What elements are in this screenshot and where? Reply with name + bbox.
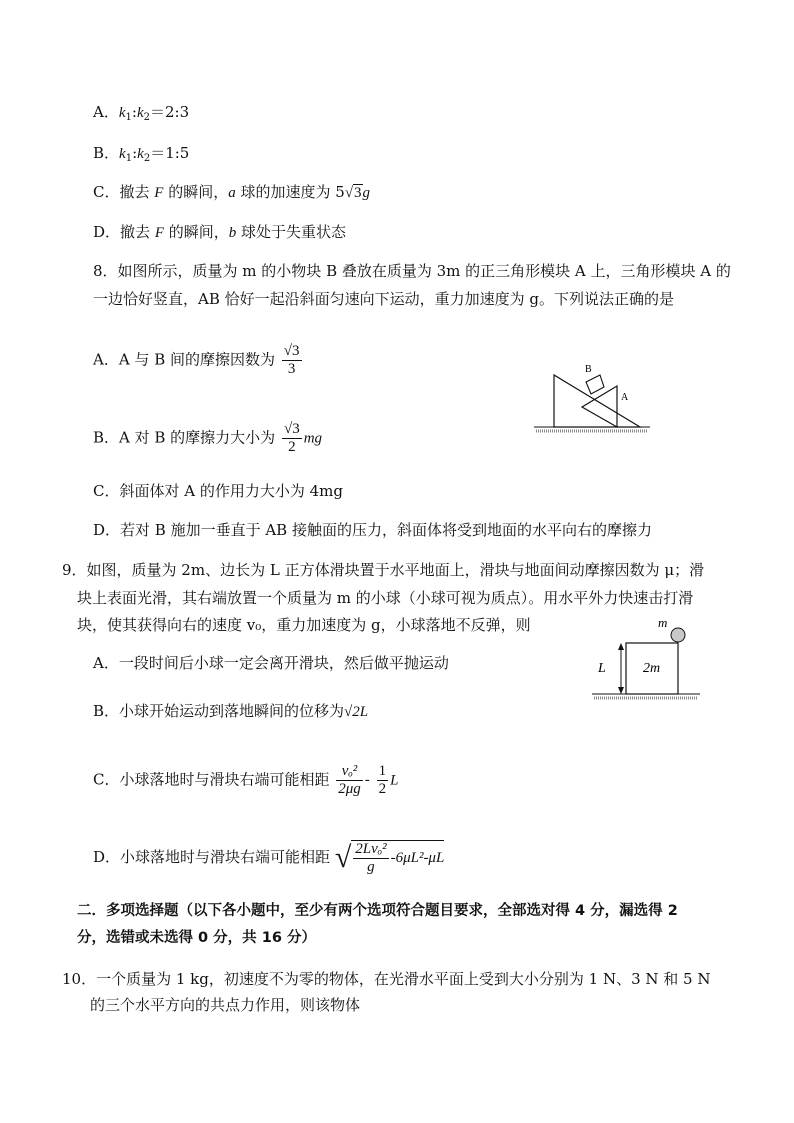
fraction: $\frac{1}{2}$: [378, 763, 387, 797]
q10-stem-line1: 10．一个质量为 1 kg，初速度不为零的物体，在光滑水平面上受到大小分别为 1 N、3 N 和 5 N: [62, 970, 711, 988]
q8-option-c: C．斜面体对 A 的作用力大小为 4mg: [93, 482, 343, 500]
q8-option-d: D．若对 B 施加一垂直于 AB 接触面的压力，斜面体将受到地面的水平向右的摩擦力: [93, 521, 652, 539]
label-m: m: [658, 615, 668, 630]
incline-figure: [532, 360, 652, 434]
q7-option-a: A．$k_1:k_2=2:3$: [93, 103, 190, 123]
q7-option-c: C．撤去 F 的瞬间，a 球的加速度为 5√3g: [93, 183, 371, 201]
block-b: [586, 375, 604, 394]
label-2m: 2m: [643, 661, 661, 676]
label-a: A: [621, 392, 629, 403]
q7-option-b: B．$k_1:k_2=1:5$: [93, 144, 190, 164]
fraction: $\frac{√3}{3}$: [283, 343, 300, 377]
q9-option-c: C．小球落地时与滑块右端可能相距 $\frac{\text{vₒ²}}{2\mu g}$ - $\frac{1}{2}$ L: [93, 763, 399, 797]
fraction: $\frac{\text{vₒ²}}{2\mu g}$: [338, 763, 361, 797]
q9-option-b: B．小球开始运动到落地瞬间的位移为√2L: [93, 702, 369, 720]
q9-stem-line3: 块，使其获得向右的速度 v₀，重力加速度为 g，小球落地不反弹，则: [77, 616, 531, 634]
q10-stem-line2: 的三个水平方向的共点力作用，则该物体: [90, 996, 361, 1014]
label-l: L: [598, 661, 606, 676]
q8-stem-line1: 8．如图所示，质量为 m 的小物块 B 叠放在质量为 3m 的正三角形模块 A 上，三角形模块 A 的: [93, 262, 731, 280]
q8-option-a: A．A 与 B 间的摩擦因数为 $\frac{√3}{3}$: [93, 343, 300, 377]
arrow-up-icon: [618, 643, 624, 650]
q8-option-b: B．A 对 B 的摩擦力大小为 $\frac{√3}{2}$ mg: [93, 421, 323, 455]
cube-figure: [590, 614, 702, 704]
section2-heading-line1: 二．多项选择题（以下各小题中，至少有两个选项符合题目要求，全部选对得 4 分，漏选得 2: [77, 903, 678, 919]
q9-option-a: A．一段时间后小球一定会离开滑块，然后做平抛运动: [93, 654, 449, 672]
radical-expression: √ $\frac{\text{2Lvₒ²}}{g}$ -6μL²-μL: [334, 841, 445, 875]
q9-stem-line2: 块上表面光滑，其右端放置一个质量为 m 的小球（小球可视为质点）。用水平外力快速击打滑: [77, 589, 694, 607]
section2-heading-line2: 分，选错或未选得 0 分，共 16 分）: [77, 930, 316, 946]
q9-option-d: D．小球落地时与滑块右端可能相距 √ $\frac{\text{2Lvₒ²}}{g}$ -6μL²-μL: [93, 841, 445, 875]
triangle-block-a: [582, 386, 617, 427]
arrow-down-icon: [618, 687, 624, 694]
label-b: B: [585, 364, 592, 375]
q9-stem-line1: 9．如图，质量为 2m、边长为 L 正方体滑块置于水平地面上，滑块与地面间动摩擦因数为 μ；滑: [62, 561, 705, 579]
q8-stem-line2: 一边恰好竖直，AB 恰好一起沿斜面匀速向下运动，重力加速度为 g。下列说法正确的是: [93, 290, 674, 308]
ball: [671, 628, 685, 642]
fraction: $\frac{√3}{2}$: [283, 421, 300, 455]
q7-option-d: D．撤去 F 的瞬间，b 球处于失重状态: [93, 223, 347, 241]
